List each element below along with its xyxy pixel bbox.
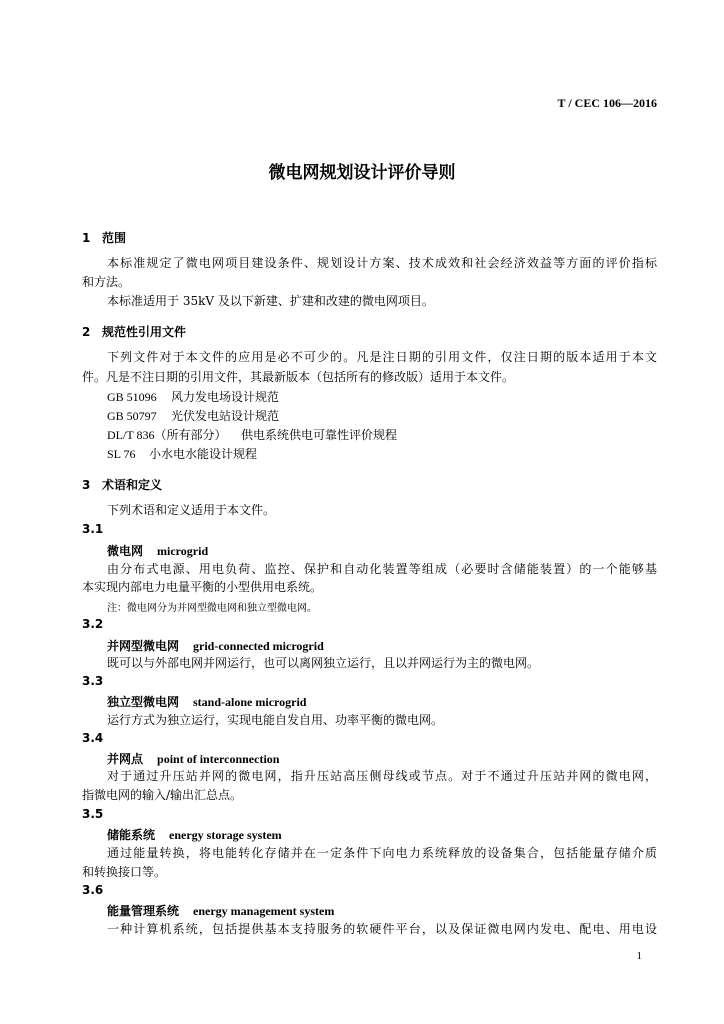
reference-item [107,427,397,443]
term-zh: 能量管理系统 [107,904,180,918]
term-zh: 微电网 [107,544,144,558]
section-heading-2 [82,323,186,340]
section-number: 3 [82,478,91,492]
reference-name: 小水电水能设计规程 [149,447,258,461]
definition-line: 本实现内部电力电量平衡的小型供用电系统。 [82,580,323,594]
reference-code: GB 50797 [107,409,157,423]
term-en: microgrid [157,544,209,558]
document-title: 微电网规划设计评价导则 [268,163,456,183]
term-heading [107,542,208,559]
page-number: 1 [636,950,642,962]
paragraph-line: 下列术语和定义适用于本文件。 [107,503,276,517]
clause-number: 3.6 [82,883,104,897]
term-zh: 储能系统 [107,828,156,842]
standard-number: T / CEC 106—2016 [557,96,657,110]
definition-line: 运行方式为独立运行，实现电能自发自用、功率平衡的微电网。 [107,713,444,727]
clause-number: 3.4 [82,731,104,745]
paragraph-line: 件。凡是不注日期的引用文件，其最新版本（包括所有的修改版）适用于本文件。 [82,370,515,384]
clause-number: 3.5 [82,807,104,821]
clause-number: 3.2 [82,617,104,631]
term-heading [107,637,324,654]
reference-name: 风力发电场设计规范 [171,390,280,404]
term-heading [107,750,279,767]
term-zh: 独立型微电网 [107,695,180,709]
paragraph-line: 和方法。 [82,275,131,289]
note: 注：微电网分为并网型微电网和独立型微电网。 [107,603,317,614]
paragraph-line: 下列文件对于本文件的应用是必不可少的。凡是注日期的引用文件，仅注日期的版本适用于本文 [107,350,657,364]
reference-name: 光伏发电站设计规范 [171,409,280,423]
section-title: 术语和定义 [102,478,163,492]
definition-line: 指微电网的输入/输出汇总点。 [82,788,243,802]
term-en: grid-connected microgrid [193,639,324,653]
term-zh: 并网点 [107,752,144,766]
definition-line: 和转换接口等。 [82,865,167,879]
reference-code: DL/T 836（所有部分） [107,428,227,442]
reference-item [107,408,279,424]
paragraph-line: 本标准规定了微电网项目建设条件、规划设计方案、技术成效和社会经济效益等方面的评价指标 [107,256,657,270]
term-heading [107,902,334,919]
term-en: stand-alone microgrid [193,695,307,709]
term-en: energy management system [193,904,335,918]
term-en: point of interconnection [157,752,280,766]
reference-code: SL 76 [107,447,136,461]
clause-number: 3.1 [82,522,104,536]
definition-line: 通过能量转换，将电能转化存储并在一定条件下向电力系统释放的设备集合，包括能量存储介质 [107,846,657,860]
reference-name: 供电系统供电可靠性评价规程 [241,428,398,442]
reference-item [107,446,257,462]
definition-line: 一种计算机系统，包括提供基本支持服务的软硬件平台，以及保证微电网内发电、配电、用电设 [107,922,657,936]
section-heading-1 [82,229,126,246]
definition-line: 对于通过升压站并网的微电网，指升压站高压侧母线或节点。对于不通过升压站并网的微电网， [107,769,657,783]
section-title: 规范性引用文件 [102,325,187,339]
term-en: energy storage system [169,828,282,842]
section-heading-3 [82,476,162,493]
reference-code: GB 51096 [107,390,157,404]
term-heading [107,826,282,843]
clause-number: 3.3 [82,674,104,688]
reference-item [107,389,279,405]
term-heading [107,693,306,710]
paragraph-line: 本标准适用于 35kV 及以下新建、扩建和改建的微电网项目。 [107,294,434,308]
section-number: 1 [82,231,91,245]
term-zh: 并网型微电网 [107,639,180,653]
section-title: 范围 [102,231,127,245]
definition-line: 由分布式电源、用电负荷、监控、保护和自动化装置等组成（必要时含储能装置）的一个能够基 [107,562,657,576]
section-number: 2 [82,325,91,339]
definition-line: 既可以与外部电网并网运行，也可以离网独立运行，且以并网运行为主的微电网。 [107,656,540,670]
